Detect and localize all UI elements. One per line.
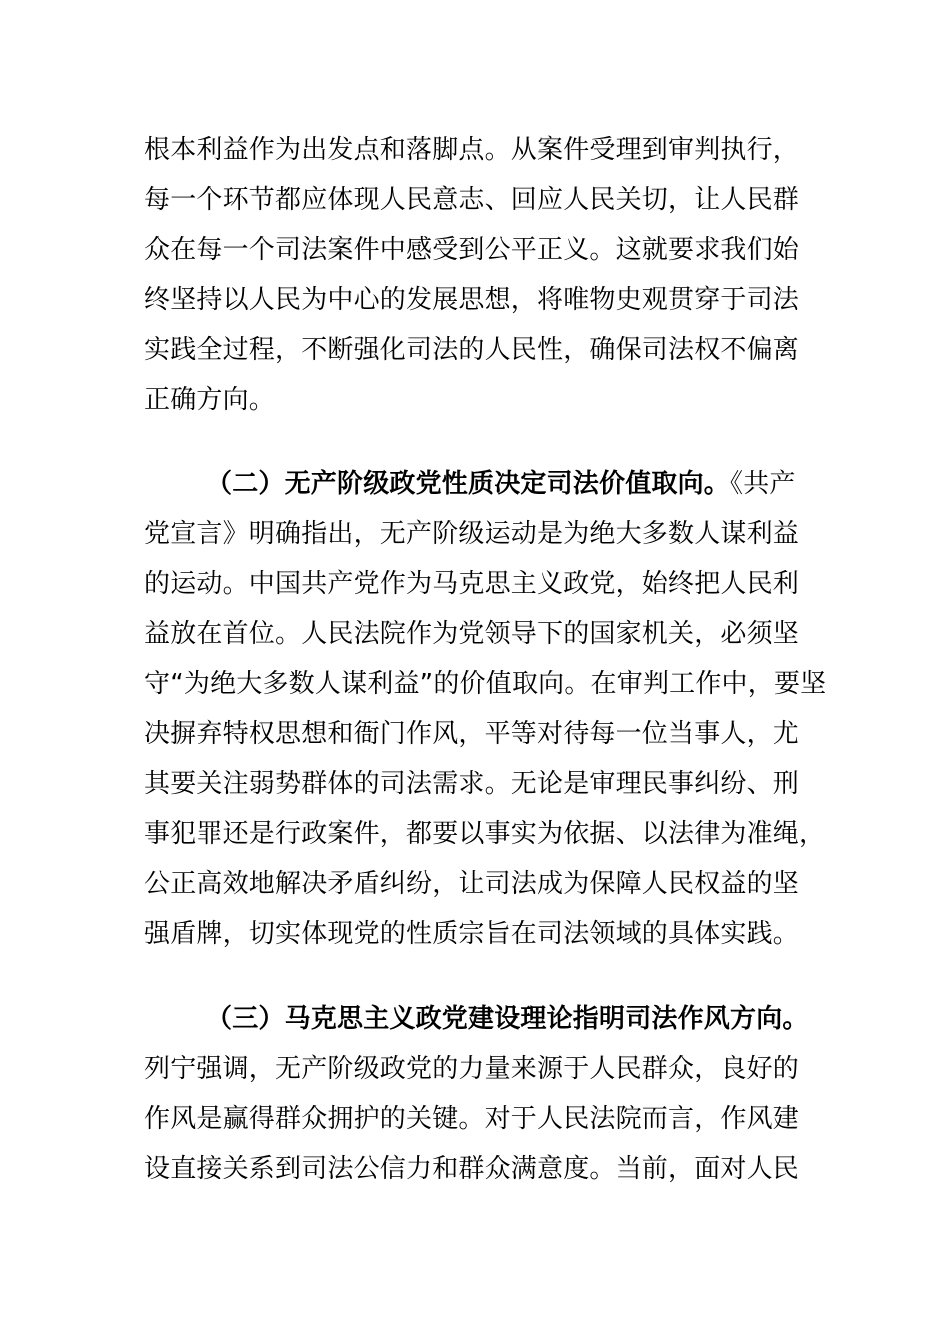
text-line: 作风是赢得群众拥护的关键。对于人民法院而言，作风建 <box>144 1104 800 1134</box>
text-line <box>144 459 804 509</box>
text-line: 实践全过程，不断强化司法的人民性，确保司法权不偏离 <box>144 335 800 365</box>
paragraph-party-building <box>144 994 809 1194</box>
text-line: 益放在首位。人民法院作为党领导下的国家机关，必须坚 <box>144 619 800 649</box>
text-line <box>144 994 809 1044</box>
text-line: 其要关注弱势群体的司法需求。无论是审理民事纠纷、刑 <box>144 769 800 799</box>
text-line: 的运动。中国共产党作为马克思主义政党，始终把人民利 <box>144 569 800 599</box>
heading-trailing-text: 《共产 <box>730 469 796 499</box>
paragraph-people-interest <box>144 125 804 425</box>
text-line: 每一个环节都应体现人民意志、回应人民关切，让人民群 <box>144 185 800 215</box>
section-heading: （二）无产阶级政党性质决定司法价值取向。 <box>206 469 731 499</box>
section-heading: （三）马克思主义政党建设理论指明司法作风方向。 <box>206 1004 809 1034</box>
text-line: 正确方向。 <box>144 385 276 415</box>
text-line: 强盾牌，切实体现党的性质宗旨在司法领域的具体实践。 <box>144 919 800 949</box>
text-line: 众在每一个司法案件中感受到公平正义。这就要求我们始 <box>144 235 800 265</box>
paragraph-party-nature <box>144 459 827 959</box>
text-line: 终坚持以人民为中心的发展思想，将唯物史观贯穿于司法 <box>144 285 800 315</box>
text-line: 决摒弃特权思想和衙门作风，平等对待每一位当事人，尤 <box>144 719 800 749</box>
text-line: 事犯罪还是行政案件，都要以事实为依据、以法律为准绳， <box>144 819 826 849</box>
text-line: 列宁强调，无产阶级政党的力量来源于人民群众，良好的 <box>144 1054 800 1084</box>
text-line: 设直接关系到司法公信力和群众满意度。当前，面对人民 <box>144 1154 800 1184</box>
text-line: 公正高效地解决矛盾纠纷，让司法成为保障人民权益的坚 <box>144 869 800 899</box>
text-line: 根本利益作为出发点和落脚点。从案件受理到审判执行， <box>144 135 800 165</box>
text-line: 党宣言》明确指出，无产阶级运动是为绝大多数人谋利益 <box>144 519 800 549</box>
text-line: 守“为绝大多数人谋利益”的价值取向。在审判工作中，要坚 <box>144 669 827 699</box>
